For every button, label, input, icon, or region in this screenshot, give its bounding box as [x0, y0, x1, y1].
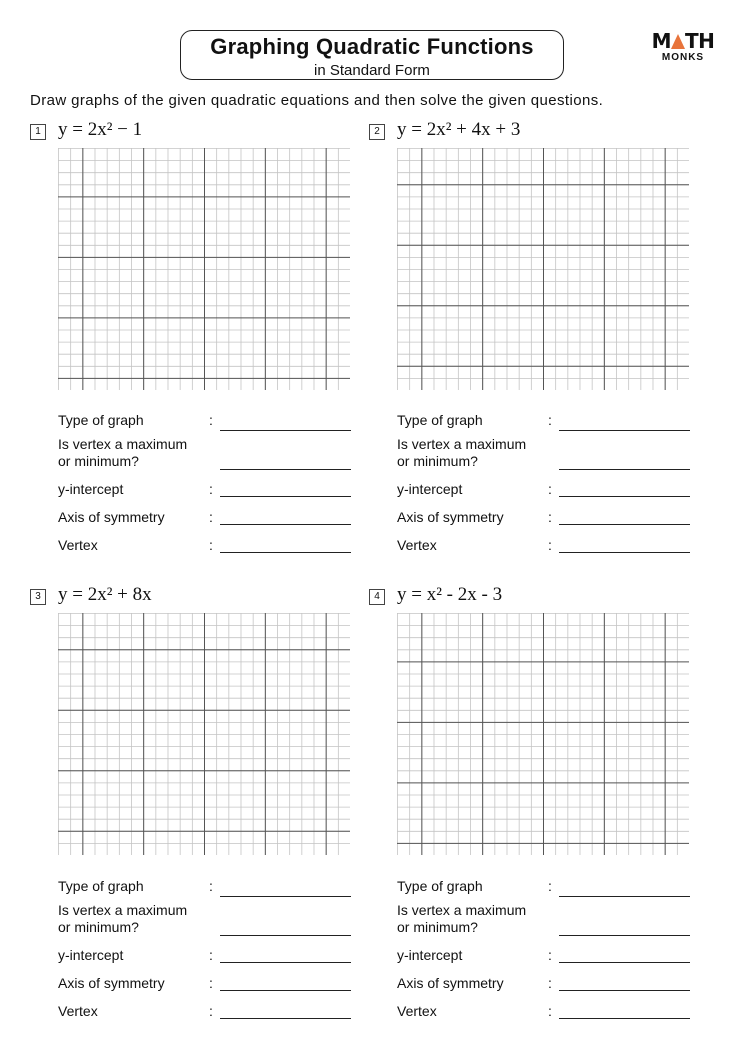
- vertex-row: [58, 537, 351, 557]
- vertex-label: Vertex: [397, 537, 437, 553]
- vertex-max-min-label-1: Is vertex a maximum: [58, 436, 188, 452]
- vertex-row: [58, 1003, 351, 1023]
- vertex-max-min-row: [397, 436, 690, 472]
- instructions: Draw graphs of the given quadratic equations and then solve the given questions.: [30, 92, 604, 109]
- type-of-graph-row: [397, 412, 690, 432]
- axis-label: Axis of symmetry: [58, 509, 165, 525]
- problem-1: [30, 120, 350, 560]
- y-intercept-row: [58, 481, 351, 501]
- type-label: Type of graph: [397, 878, 483, 894]
- equation: y = 2x² + 4x + 3: [397, 119, 521, 140]
- max-min-answer-line[interactable]: [220, 469, 351, 470]
- colon: :: [209, 947, 213, 963]
- y-intercept-row: [58, 947, 351, 967]
- type-of-graph-row: [58, 878, 351, 898]
- page-title: Graphing Quadratic Functions: [210, 34, 534, 59]
- type-of-graph-row: [58, 412, 351, 432]
- vertex-answer-line[interactable]: [559, 1018, 690, 1019]
- equation: y = x² - 2x - 3: [397, 584, 503, 605]
- math-monks-logo: [648, 30, 718, 63]
- y-intercept-label: y-intercept: [397, 481, 463, 497]
- colon: :: [209, 878, 213, 894]
- problem-number: 1: [30, 124, 46, 140]
- axis-answer-line[interactable]: [220, 524, 351, 525]
- axis-of-symmetry-row: [397, 975, 690, 995]
- equation: y = 2x² − 1: [58, 119, 143, 140]
- logo-text-monks: MONKS: [661, 52, 705, 63]
- colon: :: [209, 537, 213, 553]
- colon: :: [548, 537, 552, 553]
- vertex-answer-line[interactable]: [220, 552, 351, 553]
- y-intercept-answer-line[interactable]: [220, 962, 351, 963]
- colon: :: [548, 878, 552, 894]
- y-intercept-answer-line[interactable]: [559, 962, 690, 963]
- y-intercept-row: [397, 947, 690, 967]
- equation: y = 2x² + 8x: [58, 584, 152, 605]
- vertex-max-min-label-1: Is vertex a maximum: [58, 902, 188, 918]
- problem-number: 4: [369, 589, 385, 605]
- axis-label: Axis of symmetry: [397, 509, 504, 525]
- colon: :: [209, 412, 213, 428]
- vertex-row: [397, 1003, 690, 1023]
- vertex-max-min-label-2: or minimum?: [397, 453, 478, 469]
- y-intercept-label: y-intercept: [397, 947, 463, 963]
- colon: :: [209, 509, 213, 525]
- vertex-row: [397, 537, 690, 557]
- vertex-answer-line[interactable]: [220, 1018, 351, 1019]
- graph-grid[interactable]: [58, 148, 350, 390]
- logo-text-th: TH: [685, 29, 715, 53]
- vertex-label: Vertex: [397, 1003, 437, 1019]
- type-answer-line[interactable]: [559, 896, 690, 897]
- problem-number: 3: [30, 589, 46, 605]
- vertex-max-min-label-2: or minimum?: [58, 453, 139, 469]
- vertex-answer-line[interactable]: [559, 552, 690, 553]
- axis-answer-line[interactable]: [559, 990, 690, 991]
- max-min-answer-line[interactable]: [559, 935, 690, 936]
- vertex-label: Vertex: [58, 1003, 98, 1019]
- y-intercept-answer-line[interactable]: [559, 496, 690, 497]
- colon: :: [209, 481, 213, 497]
- vertex-max-min-label-2: or minimum?: [397, 919, 478, 935]
- logo-text-m: M: [651, 29, 671, 53]
- type-answer-line[interactable]: [559, 430, 690, 431]
- problem-2: [369, 120, 689, 560]
- type-label: Type of graph: [58, 412, 144, 428]
- y-intercept-label: y-intercept: [58, 947, 124, 963]
- vertex-max-min-row: [58, 436, 351, 472]
- type-answer-line[interactable]: [220, 896, 351, 897]
- vertex-max-min-row: [397, 902, 690, 938]
- colon: :: [209, 975, 213, 991]
- vertex-max-min-label-1: Is vertex a maximum: [397, 902, 527, 918]
- vertex-max-min-label-1: Is vertex a maximum: [397, 436, 527, 452]
- vertex-max-min-row: [58, 902, 351, 938]
- page-subtitle: in Standard Form: [314, 62, 430, 79]
- y-intercept-row: [397, 481, 690, 501]
- colon: :: [548, 509, 552, 525]
- graph-grid[interactable]: [397, 613, 689, 855]
- axis-of-symmetry-row: [58, 509, 351, 529]
- colon: :: [548, 947, 552, 963]
- colon: :: [548, 412, 552, 428]
- type-answer-line[interactable]: [220, 430, 351, 431]
- axis-label: Axis of symmetry: [58, 975, 165, 991]
- axis-answer-line[interactable]: [559, 524, 690, 525]
- max-min-answer-line[interactable]: [220, 935, 351, 936]
- graph-grid[interactable]: [58, 613, 350, 855]
- type-label: Type of graph: [397, 412, 483, 428]
- y-intercept-answer-line[interactable]: [220, 496, 351, 497]
- axis-of-symmetry-row: [397, 509, 690, 529]
- colon: :: [548, 1003, 552, 1019]
- type-label: Type of graph: [58, 878, 144, 894]
- max-min-answer-line[interactable]: [559, 469, 690, 470]
- colon: :: [548, 481, 552, 497]
- vertex-label: Vertex: [58, 537, 98, 553]
- graph-grid[interactable]: [397, 148, 689, 390]
- title-box: [180, 30, 564, 80]
- problem-4: [369, 585, 689, 1025]
- axis-of-symmetry-row: [58, 975, 351, 995]
- axis-label: Axis of symmetry: [397, 975, 504, 991]
- problem-3: [30, 585, 350, 1025]
- vertex-max-min-label-2: or minimum?: [58, 919, 139, 935]
- triangle-icon: [671, 34, 685, 49]
- colon: :: [209, 1003, 213, 1019]
- axis-answer-line[interactable]: [220, 990, 351, 991]
- type-of-graph-row: [397, 878, 690, 898]
- y-intercept-label: y-intercept: [58, 481, 124, 497]
- colon: :: [548, 975, 552, 991]
- problem-number: 2: [369, 124, 385, 140]
